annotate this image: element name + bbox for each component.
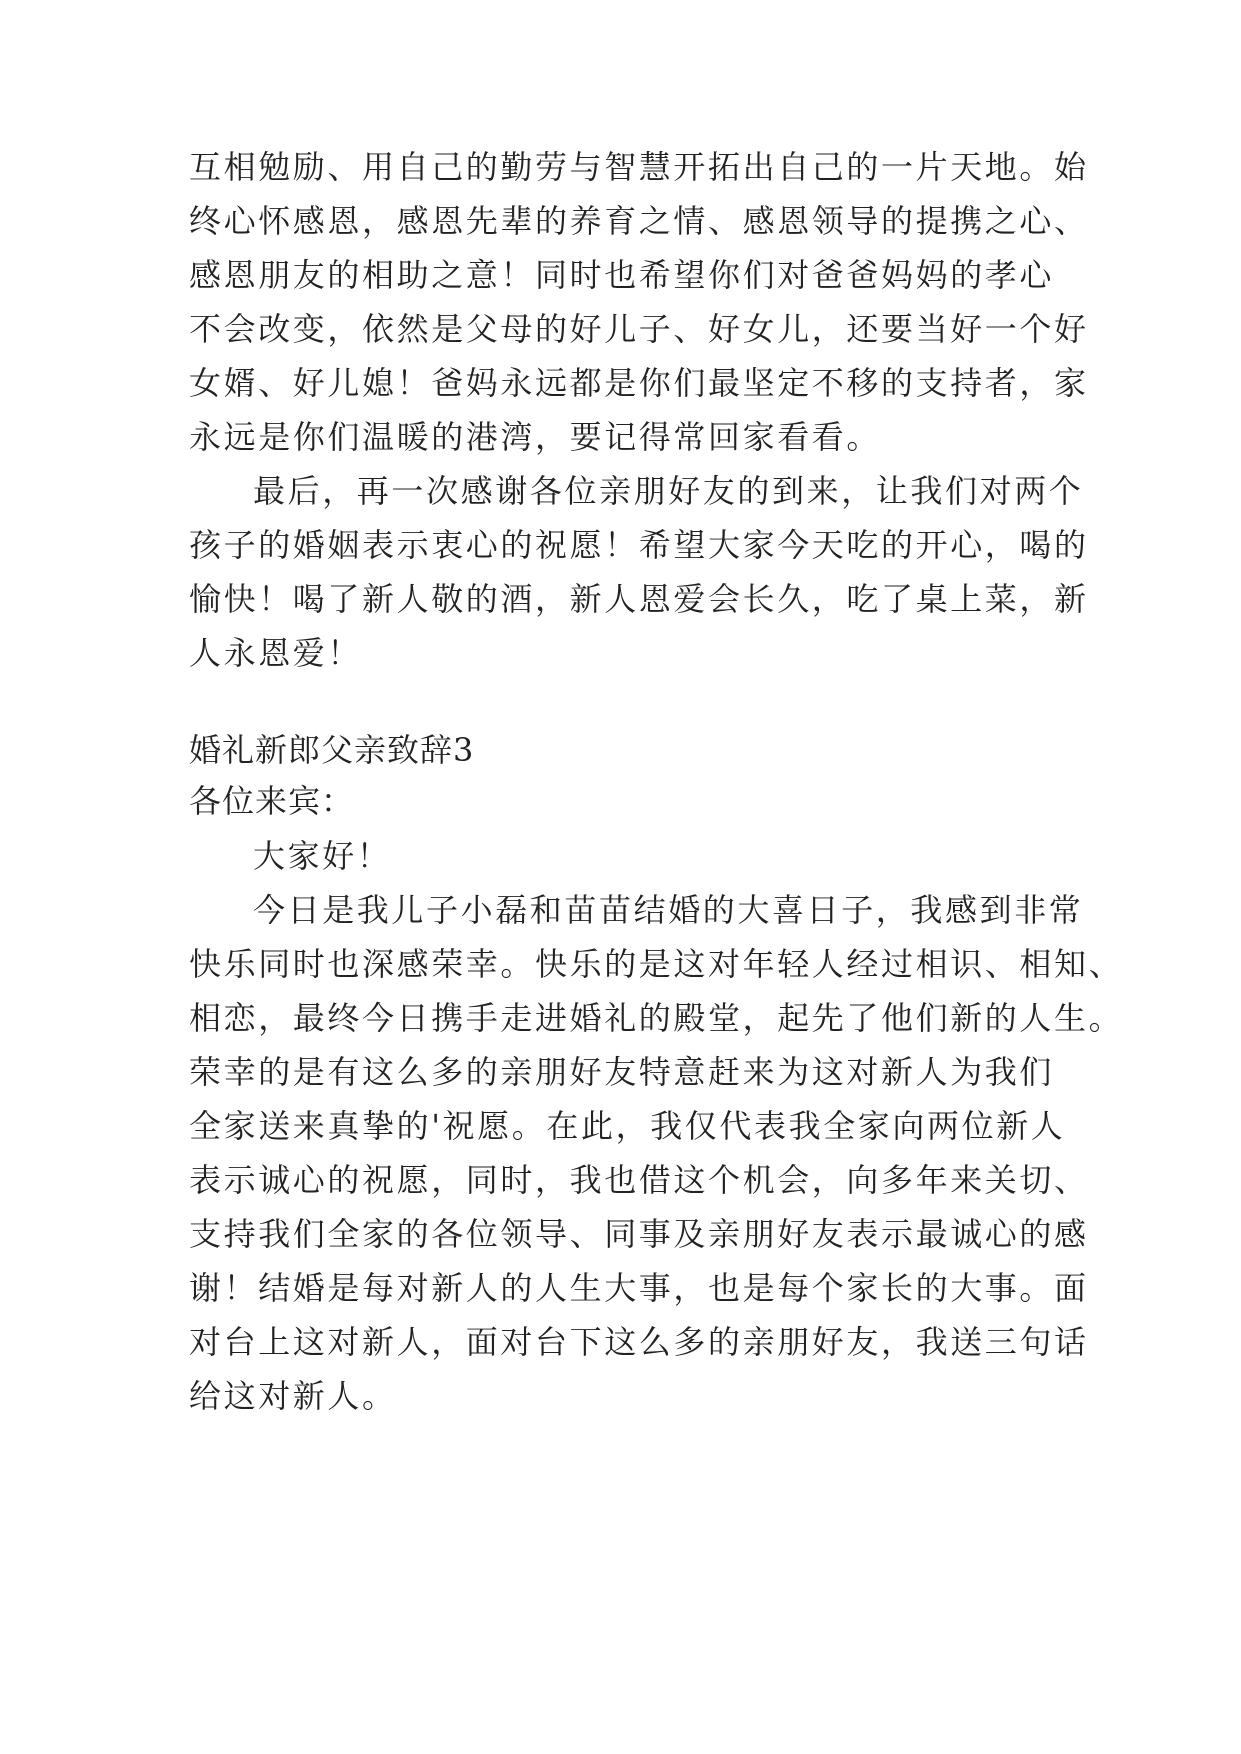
text-line: 今日是我儿子小磊和苗苗结婚的大喜日子，我感到非常 [253, 891, 1084, 929]
salutation: 各位来宾： [189, 782, 355, 820]
text-line: 全家送来真挚的'祝愿。在此，我仅代表我全家向两位新人 [189, 1107, 1066, 1145]
text-line: 对台上这对新人，面对台下这么多的亲朋好友，我送三句话 [189, 1323, 1089, 1361]
text-line: 孩子的婚姻表示衷心的祝愿！希望大家今天吃的开心，喝的 [189, 526, 1089, 564]
text-line: 人永恩爱！ [189, 634, 363, 672]
text-line: 相恋，最终今日携手走进婚礼的殿堂，起先了他们新的人生。 [189, 999, 1124, 1037]
text-line: 不会改变，依然是父母的好儿子、好女儿，还要当好一个好 [189, 310, 1089, 348]
text-line: 快乐同时也深感荣幸。快乐的是这对年轻人经过相识、相知、 [189, 945, 1124, 983]
text-line: 互相勉励、用自己的勤劳与智慧开拓出自己的一片天地。始 [189, 148, 1089, 186]
text-line: 感恩朋友的相助之意！同时也希望你们对爸爸妈妈的孝心 [189, 256, 1055, 294]
text-line: 表示诚心的祝愿，同时，我也借这个机会，向多年来关切、 [189, 1161, 1089, 1199]
text-line: 永远是你们温暖的港湾，要记得常回家看看。 [189, 418, 882, 456]
section-title: 婚礼新郎父亲致辞3 [189, 731, 475, 769]
text-line: 女婿、好儿媳！爸妈永远都是你们最坚定不移的支持者，家 [189, 364, 1089, 402]
text-line: 支持我们全家的各位领导、同事及亲朋好友表示最诚心的感 [189, 1215, 1089, 1253]
text-line: 愉快！喝了新人敬的酒，新人恩爱会长久，吃了桌上菜，新 [189, 580, 1089, 618]
text-line: 终心怀感恩，感恩先辈的养育之情、感恩领导的提携之心、 [189, 202, 1089, 240]
text-line: 谢！结婚是每对新人的人生大事，也是每个家长的大事。面 [189, 1269, 1089, 1307]
text-line: 给这对新人。 [189, 1377, 397, 1415]
greeting: 大家好！ [253, 837, 392, 875]
text-line: 荣幸的是有这么多的亲朋好友特意赶来为这对新人为我们 [189, 1053, 1055, 1091]
text-line: 最后，再一次感谢各位亲朋好友的到来，让我们对两个 [253, 472, 1084, 510]
